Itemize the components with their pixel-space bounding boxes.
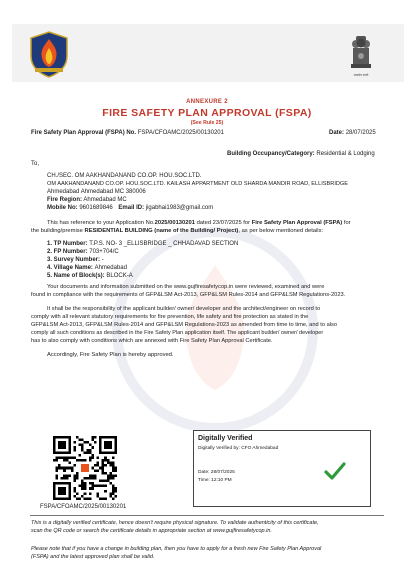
digital-verification-box xyxy=(193,430,371,507)
para-2-line-1: It shall be the responsibility of the applicant builder/ owner/ developer and the architect/engineer on record to xyxy=(47,306,321,312)
email-label: Email ID: xyxy=(118,205,145,211)
detail-row xyxy=(47,256,104,264)
email-value: jigabhai1983@gmail.com xyxy=(145,205,214,211)
intro-line-1 xyxy=(47,219,351,227)
date-row xyxy=(329,129,376,137)
para-2-line-4: comply all such conditions as described in the Fire Safety Plan application itself. The applicant builder/ owner/ developer xyxy=(31,330,324,336)
para-2-line-5: has to also comply with conditions which are annexed with Fire Safety Plan Approval Certificate. xyxy=(31,338,273,344)
intro-text-e: the building/premise xyxy=(31,228,83,234)
para-2-line-3: GFP&LSM Act-2013, GFP&LSM Rules-2014 and GFP&LSM Regulations-2023 as amended from time to time, and to also xyxy=(31,322,338,328)
intro-text-b: dated 23/07/2025 for xyxy=(196,220,251,226)
emblem-caption: सत्यमेव जयते xyxy=(353,73,369,77)
detail-value: BLOCK-A xyxy=(106,273,133,279)
intro-text-c: Fire Safety Plan Approval (FSPA) xyxy=(251,220,343,226)
approval-number-row xyxy=(31,129,224,137)
intro-line-2 xyxy=(31,227,323,235)
page-title: FIRE SAFETY PLAN APPROVAL (FSPA) xyxy=(102,107,312,119)
intro-text-a: This has reference to your Application No. xyxy=(47,220,155,226)
category-label: Building Occupancy/Category: xyxy=(227,151,315,157)
approval-number: FSPA/CFOAMC/2025/00130201 xyxy=(137,130,224,136)
check-mark-icon xyxy=(324,461,346,481)
address-line-2: OM AAKHANDANAND CO.OP. HOU.SOC.LTD. KAILASH APPARTMENT OLD SHARDA MANDIR ROAD, ELLISBRIDGE xyxy=(47,181,348,187)
qr-label: FSPA/CFOAMC/2025/00130201 xyxy=(40,504,127,510)
fire-region-row xyxy=(47,196,127,204)
detail-row xyxy=(47,264,127,272)
para-1-line-2: found in compliance with the requirements of GFP&LSM Act-2013, GFP&LSM Rules-2014 and GFP&LSM Regulations-2023. xyxy=(31,292,346,298)
detail-label: 5. Name of Block(s): xyxy=(47,273,107,279)
verified-by: Digitally Verified by: CFO Ahmedabad xyxy=(198,446,279,451)
application-number: 2025/00130201 xyxy=(154,220,195,226)
approval-number-label: Fire Safety Plan Approval (FSPA) No. xyxy=(31,130,137,136)
state-emblem-icon xyxy=(350,34,372,76)
detail-label: 2. FP Number: xyxy=(47,249,90,255)
footer-note-1-line-2: scan the QR code or search the certificate details in appropriate section at www.gujfiresafetycop.in. xyxy=(31,528,272,534)
contact-row xyxy=(47,204,213,212)
detail-row xyxy=(47,272,133,280)
detail-row xyxy=(47,240,238,248)
date-label: Date: xyxy=(329,130,345,136)
mobile-value: 9601689846 xyxy=(79,205,113,211)
detail-label: 4. Village Name: xyxy=(47,265,95,271)
para-2-line-2: comply with all relevant statutory requirements for fire prevention, life safety and fire protection as stated in the xyxy=(31,314,309,320)
fire-region-label: Fire Region: xyxy=(47,197,83,203)
detail-label: 3. Survey Number: xyxy=(47,257,102,263)
detail-row xyxy=(47,248,119,256)
address-line-3: Ahmedabad Ahmedabad MC 380006 xyxy=(47,189,146,195)
category-value: Residential & Lodging xyxy=(316,151,375,157)
category-row xyxy=(227,150,375,158)
mobile-label: Mobile No: xyxy=(47,205,78,211)
address-line-1: CH./SEC. OM AAKHANDANAND CO.OP. HOU.SOC.LTD. xyxy=(47,173,202,179)
issue-date: 28/07/2025 xyxy=(345,130,376,136)
detail-value: - xyxy=(101,257,104,263)
detail-value: 703+704/C xyxy=(89,249,119,255)
intro-text-d: for xyxy=(343,220,351,226)
detail-label: 1. TP Number: xyxy=(47,241,90,247)
para-1-line-1: Your documents and information submitted on the www.gujfiresafetycop.in were reviewed, examined and were xyxy=(47,284,325,290)
fire-service-logo-icon xyxy=(27,30,71,78)
approval-statement: Accordingly, Fire Safety Plan is hereby approved. xyxy=(47,352,174,358)
detail-value: Ahmedabad xyxy=(94,265,127,271)
fire-region-value: Ahmedabad MC xyxy=(83,197,127,203)
verified-title: Digitally Verified xyxy=(198,435,253,442)
verified-time: Time: 12:10 PM xyxy=(198,478,232,483)
intro-text-f: , as per below mentioned details: xyxy=(238,228,324,234)
rule-reference: (See Rule 25) xyxy=(190,120,224,126)
annexure-label: ANNEXURE 2 xyxy=(186,99,228,105)
footer-note-2-line-1: Please note that if you have a change in building plan, then you have to apply for a fresh new Fire Safety Plan Approval xyxy=(31,546,322,552)
to-label: To, xyxy=(31,161,40,167)
footer-divider xyxy=(30,515,384,516)
verified-date: Date: 28/07/2025 xyxy=(198,470,235,475)
verification-qr-code[interactable] xyxy=(53,436,117,500)
detail-value: T.P.S. NO- 3 _ELLISBRIDGE _ CHHADAVAD SECTION xyxy=(89,241,239,247)
building-name: RESIDENTIAL BUILDING (name of the Building/ Project) xyxy=(84,228,239,234)
footer-note-1-line-1: This is a digitally verified certificate, hence doesn't require physical signature. To validate authenticity of this certificate, xyxy=(31,520,319,526)
footer-note-2-line-2: (FSPA) and the latest approved plan shall be valid. xyxy=(31,554,155,560)
